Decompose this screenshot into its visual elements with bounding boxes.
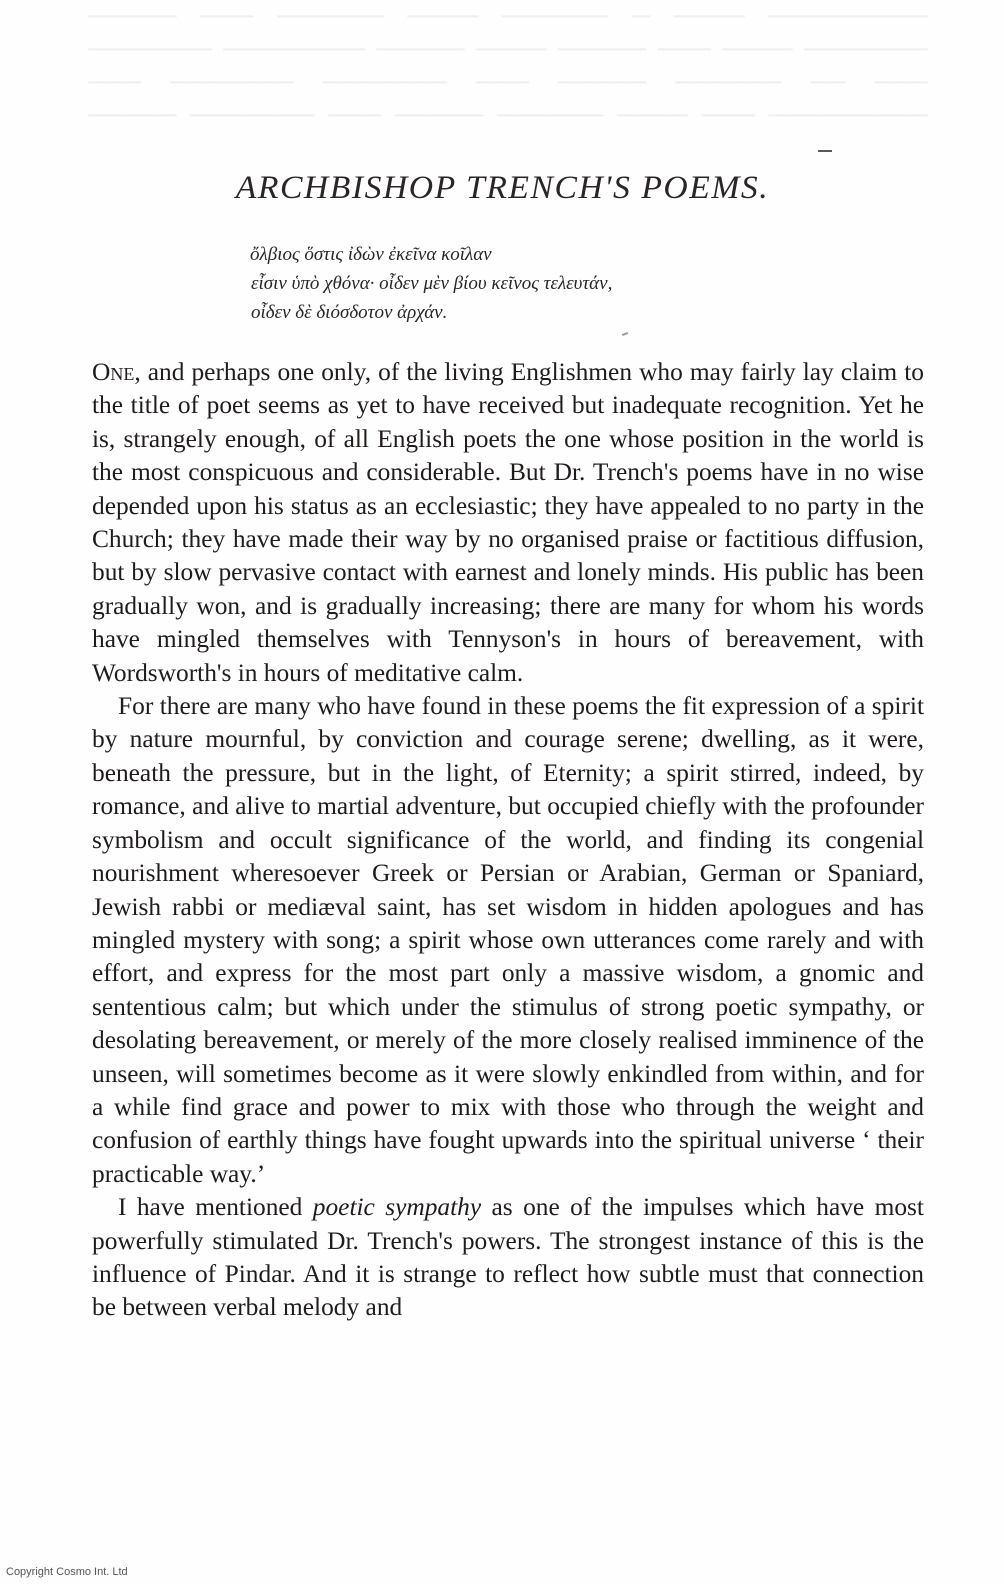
paragraph — [92, 356, 924, 690]
emphasis-text: poetic sympathy — [312, 1193, 482, 1222]
paragraph-text: I have mentioned — [118, 1193, 313, 1222]
paragraph-text: , and perhaps one only, of the living Englishmen who may fairly lay claim to the title of poet seems as yet to have received but inadequate recognition. Yet he is, strangely enough, of all English poets the one whose position in the world is the most conspicuous and considerable. But Dr. Trench's poems have in no wise depended upon his status as an ecclesiastic; they have appealed to no party in the Church; they have made their way by no organised praise or factitious diffusion, but by slow pervasive contact with earnest and lonely minds. His public has been gradually won, and is gradually increasing; there are many for whom his words have mingled themselves with Tennyson's in hours of bereavement, with Wordsworth's in hours of meditative calm. — [92, 358, 924, 687]
paragraph: For there are many who have found in these poems the fit expression of a spirit by nature mournful, by conviction and courage serene; dwelling, as it were, beneath the pressure, but in the light, of Eternity; a spirit stirred, indeed, by romance, and alive to martial adventure, but occupied chiefly with the profounder symbolism and occult significance of the world, and finding its congenial nourishment wheresoever Greek or Persian or Arabian, German or Spaniard, Jewish rabbi or mediæval saint, has set wisdom in hidden apologues and has mingled mystery with song; a spirit whose own utterances come rarely and with effort, and express for the most part only a massive wisdom, a gnomic and sententious calm; but which under the stimulus of strong poetic sympathy, or desolating bereavement, or merely of the more closely realised imminence of the unseen, will sometimes become as it were slowly enkindled from within, and for a while find grace and power to mix with those who through the weight and confusion of earthly things have fought upwards into the spiritual universe ‘ their practicable way.’ — [92, 692, 924, 1188]
article-title: ARCHBISHOP TRENCH'S POEMS. — [235, 170, 769, 206]
opening-word: One — [92, 358, 135, 386]
copyright-notice: Copyright Cosmo Int. Ltd — [6, 1566, 128, 1578]
print-mark — [622, 332, 628, 336]
paragraph — [92, 1191, 924, 1325]
greek-epigraph — [250, 240, 612, 327]
epigraph-line: οἶδεν δὲ διόσδοτον ἀρχάν. — [251, 302, 448, 323]
epigraph-line: ὄλβιος ὅστις ἰδὼν ἐκεῖνα κοῖλαν — [250, 244, 492, 265]
epigraph-line: εἶσιν ὑπὸ χθόνα· οἶδεν μὲν βίου κεῖνος τελευτάν, — [251, 273, 613, 294]
article-body — [92, 356, 924, 1325]
print-mark — [818, 150, 832, 152]
bleed-through-text: ───────── ──── ─ ────── ──── ────── ─── ───── ─────── ──── ─── ───── ──── ───── ──────── ─────── ─── ── ────── ───── ─── ─────── ─────── ─── ───────── ─── ──── ────── ───── ─── ─────── ───── — [88, 3, 928, 120]
paragraph-text: as one of the impulses which have most powerfully stimulated Dr. Trench's powers. The strongest instance of this is the influence of Pindar. And it is strange to reflect how subtle must that connection be between verbal melody and — [92, 1193, 924, 1322]
